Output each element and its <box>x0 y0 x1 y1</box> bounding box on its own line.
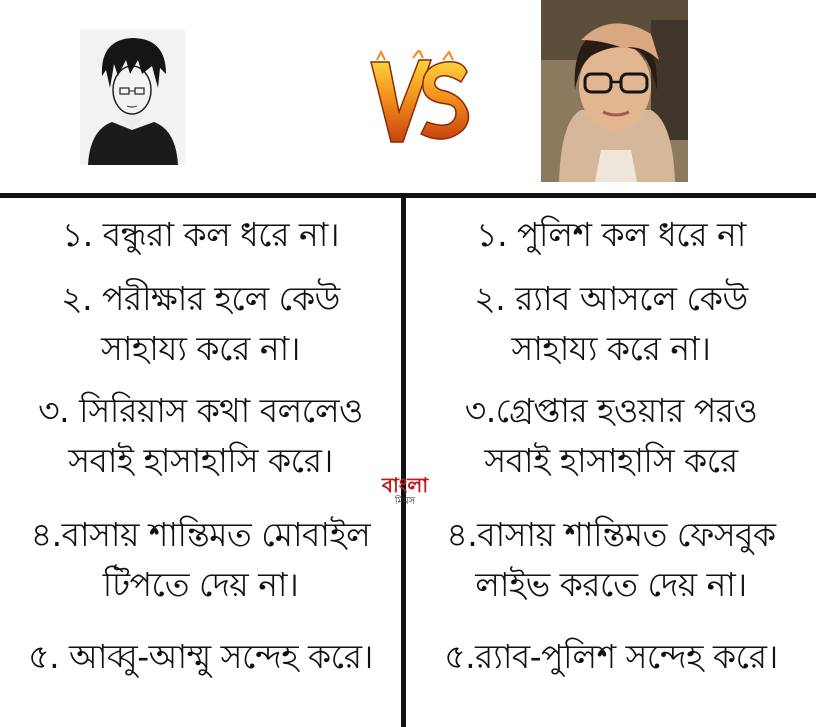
vs-logo-icon <box>365 50 475 150</box>
left-item-4: ৪.বাসায় শান্তিমত মোবাইল টিপতে দেয় না। <box>30 515 371 604</box>
right-item-2: ২. র‍্যাব আসলে কেউ সাহায্য করে না। <box>474 279 748 368</box>
left-item-5: ৫. আব্বু-আম্মু সন্দেহ করে। <box>28 637 373 676</box>
left-item-1 <box>0 210 401 260</box>
left-item-3: ৩. সিরিয়াস কথা বললেও সবাই হাসাহাসি করে। <box>38 391 363 480</box>
bangla-memes-watermark <box>374 474 436 507</box>
left-item-2: ২. পরীক্ষার হলে কেউ সাহায্য করে না। <box>61 279 340 368</box>
right-item-1: ১. পুলিশ কল ধরে না <box>476 215 746 254</box>
watermark-main-text: বাংলা <box>381 473 429 497</box>
left-item-1-text: ১. বন্ধুরা কল ধরে না। <box>61 215 340 254</box>
right-item-5: ৫.র‍্যাব-পুলিশ সন্দেহ করে। <box>444 637 778 676</box>
meme-header <box>0 0 816 193</box>
watermark-sub-text: মিমস <box>394 496 416 507</box>
woman-with-glasses-photo <box>541 0 688 182</box>
left-column <box>0 198 401 727</box>
right-column <box>406 198 816 727</box>
right-item-3: ৩.গ্রেপ্তার হওয়ার পরও সবাই হাসাহাসি করে <box>464 391 758 480</box>
hooded-boy-avatar-icon <box>80 30 185 165</box>
right-item-4: ৪.বাসায় শান্তিমত ফেসবুক লাইভ করতে দেয় না। <box>446 515 776 604</box>
